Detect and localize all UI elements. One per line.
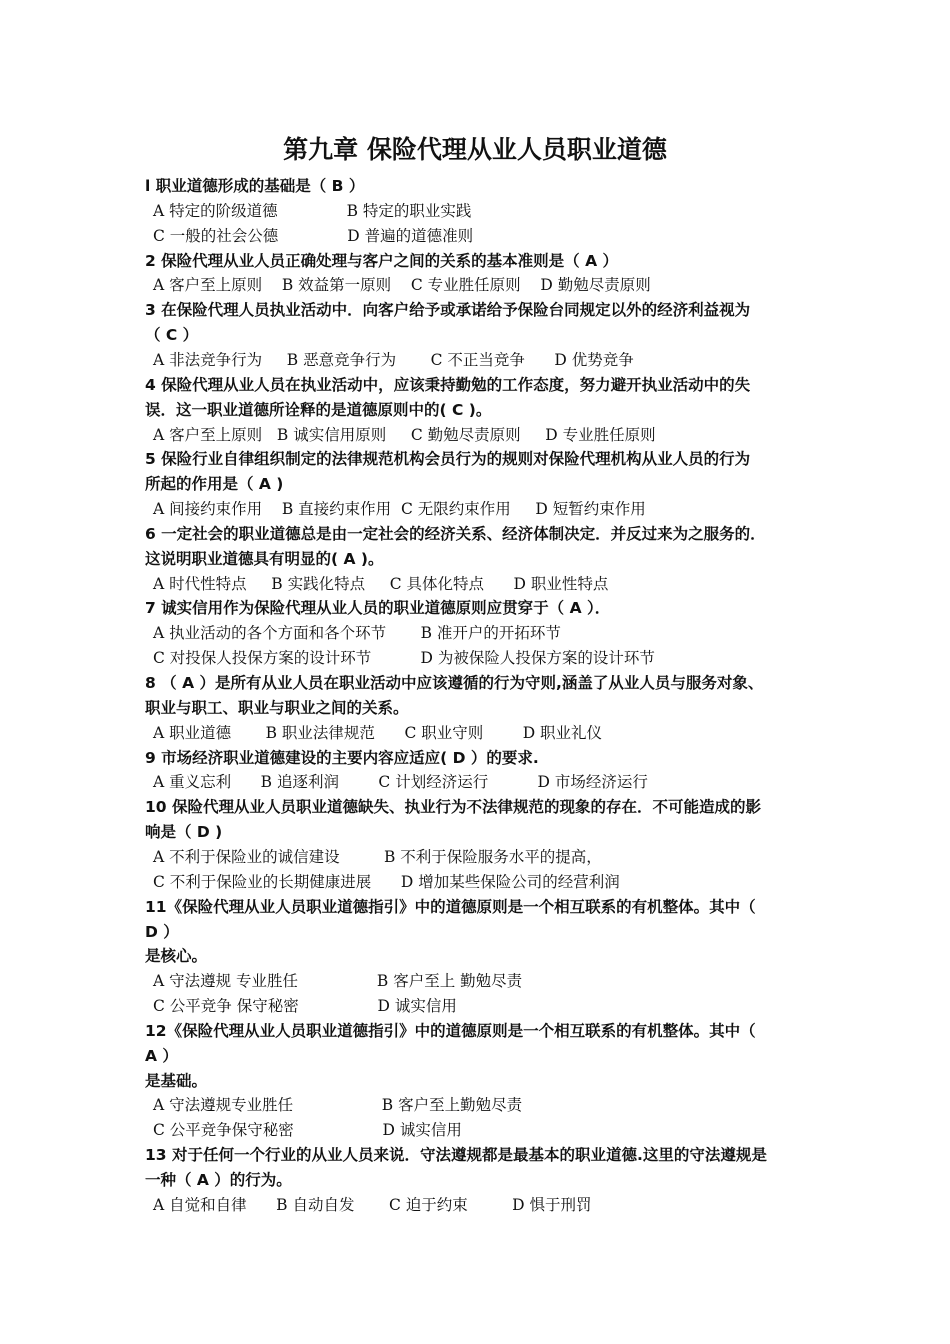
answer-options-line: C 不利于保险业的长期健康进展 D 增加某些保险公司的经营利润 bbox=[153, 872, 620, 891]
answer-options-line: C 公平竞争 保守秘密 D 诚实信用 bbox=[153, 997, 457, 1016]
answer-options-line: A 自觉和自律 B 自动自发 C 迫于约束 D 惧于刑罚 bbox=[153, 1195, 592, 1214]
question-text-continued: A ） bbox=[145, 1046, 178, 1065]
question-text-continued: （ C ） bbox=[145, 326, 199, 345]
answer-options-line: A 守法遵规专业胜任 B 客户至上勤勉尽责 bbox=[153, 1096, 523, 1115]
question-text: 12《保险代理从业人员职业道德指引》中的道德原则是一个相互联系的有机整体。其中（ bbox=[145, 1021, 756, 1040]
question-text-continued: 是核心。 bbox=[145, 947, 208, 966]
question-text: 13 对于任何一个行业的从业人员来说．守法遵规都是最基本的职业道德.这里的守法遵规是 bbox=[145, 1146, 767, 1165]
question-text: 6 一定社会的职业道德总是由一定社会的经济关系、经济体制决定．并反过来为之服务的． bbox=[145, 524, 766, 543]
answer-options-line: A 守法遵规 专业胜任 B 客户至上 勤勉尽责 bbox=[153, 972, 523, 991]
answer-options-line: A 重义忘利 B 追逐利润 C 计划经济运行 D 市场经济运行 bbox=[153, 773, 648, 792]
question-text-continued: 一种（ A ）的行为。 bbox=[145, 1171, 292, 1189]
question-text: 5 保险行业自律组织制定的法律规范机构会员行为的规则对保险代理机构从业人员的行为 bbox=[145, 450, 751, 469]
answer-options-line: A 客户至上原则 B 诚实信用原则 C 勤勉尽责原则 D 专业胜任原则 bbox=[153, 425, 656, 444]
answer-options-line: A 执业活动的各个方面和各个环节 B 准开户的开拓环节 bbox=[153, 624, 561, 643]
answer-options-line: A 特定的阶级道德 B 特定的职业实践 bbox=[153, 201, 472, 220]
answer-options-line: A 客户至上原则 B 效益第一原则 C 专业胜任原则 D 勤勉尽责原则 bbox=[153, 276, 651, 295]
question-text-continued: 所起的作用是（ A ) bbox=[145, 475, 284, 494]
question-text: 11《保险代理从业人员职业道德指引》中的道德原则是一个相互联系的有机整体。其中（ bbox=[145, 897, 756, 916]
answer-options-line: C 公平竞争保守秘密 D 诚实信用 bbox=[153, 1121, 462, 1140]
chapter-title: 第九章 保险代理从业人员职业道德 bbox=[283, 135, 667, 164]
question-text-continued: D ） bbox=[145, 922, 179, 941]
question-text: 9 市场经济职业道德建设的主要内容应适应( D ）的要求. bbox=[145, 748, 539, 767]
question-text: 4 保险代理从业人员在执业活动中，应该秉持勤勉的工作态度，努力避开执业活动中的失 bbox=[145, 375, 751, 394]
question-text-continued: 响是（ D ) bbox=[145, 823, 223, 842]
answer-options-line: A 职业道德 B 职业法律规范 C 职业守则 D 职业礼仪 bbox=[153, 723, 603, 742]
question-text-continued: 是基础。 bbox=[145, 1071, 208, 1090]
question-text: 3 在保险代理人员执业活动中．向客户给予或承诺给予保险台同规定以外的经济利益视为 bbox=[145, 301, 751, 320]
question-text-continued: 误．这一职业道德所诠释的是道德原则中的( C )。 bbox=[145, 400, 492, 419]
question-text: 10 保险代理从业人员职业道德缺失、执业行为不法律规范的现象的存在．不可能造成的影 bbox=[145, 798, 761, 817]
question-text: 2 保险代理从业人员正确处理与客户之间的关系的基本准则是（ A ） bbox=[145, 251, 618, 270]
question-text: l 职业道德形成的基础是（ B ） bbox=[145, 177, 365, 195]
answer-options-line: C 一般的社会公德 D 普遍的道德准则 bbox=[153, 226, 474, 245]
answer-options-line: A 非法竞争行为 B 恶意竞争行为 C 不正当竞争 D 优势竞争 bbox=[153, 350, 634, 369]
question-text: 7 诚实信用作为保险代理从业人员的职业道德原则应贯穿于（ A ）． bbox=[145, 599, 611, 618]
question-text-continued: 职业与职工、职业与职业之间的关系。 bbox=[145, 698, 409, 717]
answer-options-line: A 不利于保险业的诚信建设 B 不利于保险服务水平的提高， bbox=[153, 847, 602, 866]
question-text-continued: 这说明职业道德具有明显的( A )。 bbox=[145, 549, 384, 568]
question-text: 8 （ A ）是所有从业人员在职业活动中应该遵循的行为守则,涵盖了从业人员与服务对象、 bbox=[145, 674, 764, 692]
answer-options-line: A 时代性特点 B 实践化特点 C 具体化特点 D 职业性特点 bbox=[153, 574, 609, 593]
answer-options-line: A 间接约束作用 B 直接约束作用 C 无限约束作用 D 短暂约束作用 bbox=[153, 500, 646, 519]
answer-options-line: C 对投保人投保方案的设计环节 D 为被保险人投保方案的设计环节 bbox=[153, 649, 655, 668]
